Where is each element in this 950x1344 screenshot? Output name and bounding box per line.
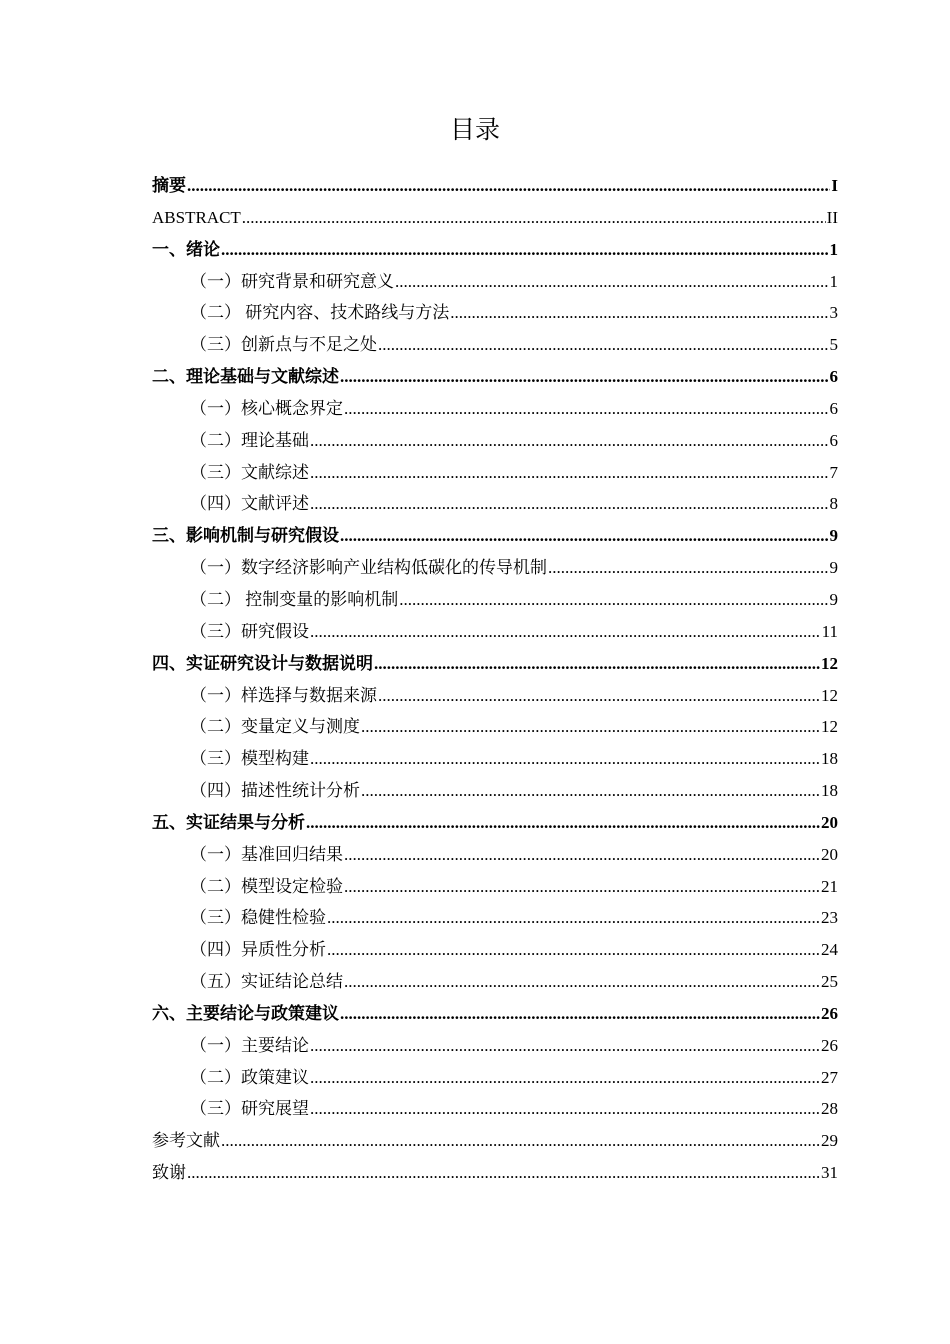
toc-entry[interactable]: [152, 202, 838, 234]
toc-dot-leader: [310, 743, 820, 775]
toc-entry-label: ABSTRACT: [152, 207, 241, 227]
toc-dot-leader: [374, 648, 820, 680]
toc-dot-leader: [310, 1030, 820, 1062]
toc-dot-leader: [310, 616, 821, 648]
toc-dot-leader: [548, 552, 829, 584]
toc-entry[interactable]: [152, 234, 838, 266]
toc-entry-label: （四）文献评述: [190, 494, 309, 514]
toc-entry[interactable]: [152, 648, 838, 680]
toc-entry-page-number: I: [831, 176, 838, 195]
toc-entry-label: （三）研究假设: [190, 621, 309, 641]
toc-entry[interactable]: [152, 552, 838, 584]
toc-entry-page-number: 6: [829, 398, 838, 418]
toc-entry-label: （一）样选择与数据来源: [190, 685, 377, 705]
toc-entry-page-number: 3: [829, 303, 838, 323]
toc-entry[interactable]: [152, 871, 838, 903]
toc-entry-page-number: 7: [829, 462, 838, 482]
toc-entry[interactable]: [152, 1062, 838, 1094]
toc-entry-page-number: 23: [821, 908, 838, 928]
toc-entry[interactable]: [152, 329, 838, 361]
toc-entry[interactable]: [152, 616, 838, 648]
toc-dot-leader: [221, 1125, 820, 1157]
toc-entry-label: （一）基准回归结果: [190, 844, 343, 864]
toc-entry-page-number: 21: [821, 876, 838, 896]
toc-entry-label: 五、实证结果与分析: [152, 812, 305, 832]
toc-entry[interactable]: [152, 902, 838, 934]
toc-dot-leader: [310, 425, 829, 457]
toc-entry-label: 四、实证研究设计与数据说明: [152, 653, 373, 673]
toc-entry-page-number: 12: [821, 685, 838, 705]
toc-dot-leader: [344, 839, 820, 871]
toc-entry[interactable]: [152, 839, 838, 871]
toc-entry-page-number: 1: [829, 239, 838, 259]
toc-entry[interactable]: [152, 488, 838, 520]
toc-entry-label: （三）研究展望: [190, 1099, 309, 1119]
toc-dot-leader: [327, 934, 820, 966]
toc-dot-leader: [221, 234, 829, 266]
toc-entry-label: （四）描述性统计分析: [190, 781, 360, 801]
toc-entry-label: （二）政策建议: [190, 1067, 309, 1087]
toc-entry-label: （二） 研究内容、技术路线与方法: [190, 303, 450, 323]
toc-entry-page-number: II: [826, 207, 838, 227]
toc-entry-label: （二） 控制变量的影响机制: [190, 589, 399, 609]
toc-entry[interactable]: [152, 425, 838, 457]
toc-dot-leader: [395, 266, 829, 298]
toc-entry-page-number: 26: [821, 1035, 838, 1055]
toc-entry-label: 致谢: [152, 1163, 186, 1183]
toc-entry-label: （一）核心概念界定: [190, 398, 343, 418]
toc-dot-leader: [306, 807, 820, 839]
toc-entry-label: 一、绪论: [152, 239, 220, 259]
toc-entry-page-number: 8: [829, 494, 838, 514]
toc-entry-page-number: 1: [829, 271, 838, 291]
toc-dot-leader: [378, 680, 820, 712]
toc-entry[interactable]: [152, 520, 838, 552]
toc-dot-leader: [450, 297, 828, 329]
toc-entry[interactable]: [152, 170, 838, 202]
toc-entry-page-number: 9: [829, 526, 838, 546]
toc-entry-page-number: 20: [821, 812, 838, 832]
toc-entry-label: 参考文献: [152, 1131, 220, 1151]
toc-entry[interactable]: [152, 1093, 838, 1125]
toc-entry-label: （三）文献综述: [190, 462, 309, 482]
toc-entry[interactable]: [152, 393, 838, 425]
toc-entry-page-number: 24: [821, 940, 838, 960]
toc-entry-label: （一）主要结论: [190, 1035, 309, 1055]
toc-entry-page-number: 12: [821, 717, 838, 737]
toc-entry-label: （二）变量定义与测度: [190, 717, 360, 737]
toc-entry[interactable]: [152, 1125, 838, 1157]
toc-entry[interactable]: [152, 266, 838, 298]
toc-entry-label: 二、理论基础与文献综述: [152, 367, 339, 387]
toc-dot-leader: [361, 775, 820, 807]
toc-dot-leader: [242, 202, 826, 234]
toc-entry[interactable]: [152, 966, 838, 998]
toc-dot-leader: [361, 711, 820, 743]
toc-entry-page-number: 12: [821, 653, 838, 673]
toc-entry-label: （一）研究背景和研究意义: [190, 271, 394, 291]
toc-entry-page-number: 11: [821, 621, 838, 641]
toc-entry-page-number: 20: [821, 844, 838, 864]
toc-entry-page-number: 25: [821, 972, 838, 992]
page-title: 目录: [449, 115, 500, 144]
toc-entry[interactable]: [152, 457, 838, 489]
toc-entry-page-number: 27: [821, 1067, 838, 1087]
toc-dot-leader: [340, 998, 820, 1030]
toc-list: [152, 170, 838, 1189]
toc-entry[interactable]: [152, 807, 838, 839]
toc-entry[interactable]: [152, 680, 838, 712]
toc-entry-page-number: 26: [821, 1003, 838, 1023]
toc-dot-leader: [344, 393, 829, 425]
toc-dot-leader: [344, 871, 820, 903]
toc-entry[interactable]: [152, 743, 838, 775]
toc-entry[interactable]: [152, 1030, 838, 1062]
toc-dot-leader: [340, 520, 829, 552]
toc-entry-page-number: 18: [821, 749, 838, 769]
toc-dot-leader: [340, 361, 829, 393]
toc-entry-page-number: 31: [821, 1163, 838, 1183]
toc-entry-page-number: 18: [821, 781, 838, 801]
toc-entry[interactable]: [152, 775, 838, 807]
toc-entry-label: （二）理论基础: [190, 430, 309, 450]
toc-entry-label: （三）模型构建: [190, 749, 309, 769]
toc-entry-page-number: 9: [829, 558, 838, 578]
toc-entry-label: （五）实证结论总结: [190, 972, 343, 992]
toc-dot-leader: [310, 488, 829, 520]
toc-entry-page-number: 6: [829, 430, 838, 450]
toc-entry[interactable]: [152, 584, 838, 616]
toc-entry-page-number: 29: [821, 1131, 838, 1151]
toc-entry-label: （二）模型设定检验: [190, 876, 343, 896]
toc-entry-page-number: 6: [829, 367, 838, 387]
toc-dot-leader: [399, 584, 828, 616]
toc-entry[interactable]: [152, 1157, 838, 1189]
toc-entry[interactable]: [152, 998, 838, 1030]
toc-entry-page-number: 5: [829, 335, 838, 355]
toc-entry-label: 三、影响机制与研究假设: [152, 526, 339, 546]
toc-entry-label: 六、主要结论与政策建议: [152, 1003, 339, 1023]
toc-entry[interactable]: [152, 361, 838, 393]
toc-entry-label: （三）创新点与不足之处: [190, 335, 377, 355]
toc-entry[interactable]: [152, 711, 838, 743]
toc-dot-leader: [344, 966, 820, 998]
toc-entry[interactable]: [152, 297, 838, 329]
toc-entry-label: （四）异质性分析: [190, 940, 326, 960]
toc-entry-label: 摘要: [152, 176, 186, 195]
toc-entry-page-number: 28: [821, 1099, 838, 1119]
toc-entry[interactable]: [152, 934, 838, 966]
toc-entry-page-number: 9: [829, 589, 838, 609]
toc-dot-leader: [310, 457, 829, 489]
toc-dot-leader: [187, 1157, 820, 1189]
toc-dot-leader: [187, 170, 830, 202]
toc-dot-leader: [327, 902, 820, 934]
toc-entry-label: （三）稳健性检验: [190, 908, 326, 928]
toc-dot-leader: [310, 1062, 820, 1094]
toc-dot-leader: [378, 329, 829, 361]
toc-dot-leader: [310, 1093, 820, 1125]
toc-entry-label: （一）数字经济影响产业结构低碳化的传导机制: [190, 558, 547, 578]
